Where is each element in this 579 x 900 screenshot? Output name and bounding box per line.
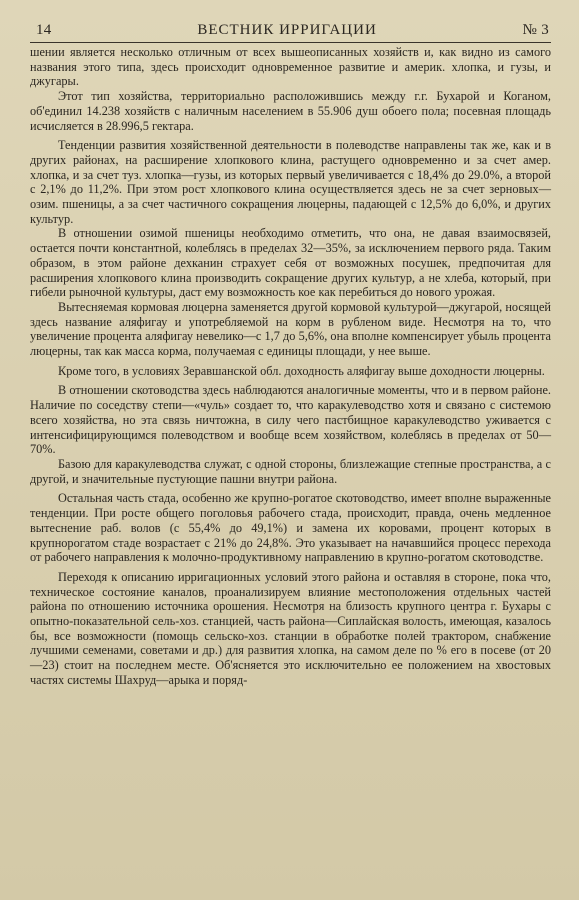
- paragraph: Тенденции развития хозяйственной деятельности в полеводстве направлены так же, как и в других районах, на расширение хлопкового клина, растущего одновременно и за счет амер. хлопка, и за счет туз. хлопка—гузы, из которых первый увеличивается с 18,4% до 29.0%, а второй с 2,1% до 11,2%. При этом рост хлопкового клина осуществляется здесь не за счет зерновых—озим. пшеницы, а за счет частичного сокращения люцерны, падающей с 12,5% до 6,0%, и других культур.: [30, 138, 551, 226]
- paragraph: Остальная часть стада, особенно же крупно-рогатое скотоводство, имеет вполне выраженные тенденции. При росте общего поголовья рабочего стада, происходит, правда, очень медленное вытеснение раб. волов (с 55,4% до 49,1%) и замена их коровами, процент которых в крупнорогатом стаде возрастает с 21% до 24,8%. Это указывает на начавшийся процесс перехода от рабочего направления к молочно-продуктивному направлению в крупно-рогатом скотоводстве.: [30, 491, 551, 565]
- paragraph: В отношении озимой пшеницы необходимо отметить, что она, не давая взаимосвязей, остается почти константной, колеблясь в пределах 32—35%, за исключением первого ряда. Таким образом, в этом районе дехканин страхует себя от возможных посушек, предпочитая для расширения хлопкового клина производить сокращение других культур, а не хлеба, который, при гибели рыночной культуры, даст ему возможность кое как перебиться до нового урожая.: [30, 226, 551, 300]
- paragraph: шении является несколько отличным от всех вышеописанных хозяйств и, как видно из самого названия этого типа, здесь происходит одновременное развитие и америк. хлопка, и гузы, и джугары.: [30, 45, 551, 89]
- journal-title: ВЕСТНИК ИРРИГАЦИИ: [197, 22, 377, 38]
- paragraph: Кроме того, в условиях Зеравшанской обл. доходность аляфигау выше доходности люцерны.: [58, 363, 545, 378]
- paragraph: В отношении скотоводства здесь наблюдаются аналогичные моменты, что и в первом районе. Наличие по соседству степи—«чуль» создает то, что каракулеводство хотя и связано с системою всего хозяйства, но эта связь ничтожна, в силу чего пастбищное каракулеводство уживается с интенсифицирующимся полеводством и вообще всем хозяйством, колеблясь в пределах от 50—70%.: [30, 383, 551, 457]
- page-header: [30, 22, 551, 43]
- paragraph: Вытесняемая кормовая люцерна заменяется другой кормовой культурой—джугарой, носящей здесь название аляфигау и употребляемой на корм в рубленом виде. Несмотря на то, что увеличение процента аляфигау невелико—с 1,7 до 5,6%, она вполне компенсирует убыль процента люцерны, так как масса корма, получаемая с единицы площади, у нее выше.: [30, 299, 551, 359]
- issue-number: № 3: [522, 22, 549, 38]
- page-number: 14: [36, 22, 52, 38]
- article-body: [30, 43, 551, 688]
- paragraph: Переходя к описанию ирригационных условий этого района и оставляя в стороне, пока что, техническое состояние каналов, проанализируем влияние местоположения отдельных частей района по отношению источника орошения. Несмотря на близость крупного центра г. Бухары с опытно-показательной сель-хоз. станцией, часть района—Сиплайская волость, имеющая, казалось бы, все возможности (помощь сельско-хоз. станции в обработке полей трактором, снабжение лучшими семенами, советами и др.) для развития хлопка, на самом деле по % его в посеве (от 20—23) стоит на последнем месте. Об'ясняется это исключительно ее положением на хвостовых частях системы Шахруд—арыка и поряд-: [30, 569, 551, 687]
- paragraph: Этот тип хозяйства, территориально расположившись между г.г. Бухарой и Коганом, об'единил 14.238 хозяйств с наличным населением в 55.906 душ обоего пола; посевная площадь исчисляется в 28.996,5 гектара.: [30, 89, 551, 133]
- paragraph: Базою для каракулеводства служат, с одной стороны, близлежащие степные пространства, а с другой, и значительные пустующие пашни внутри района.: [30, 456, 551, 486]
